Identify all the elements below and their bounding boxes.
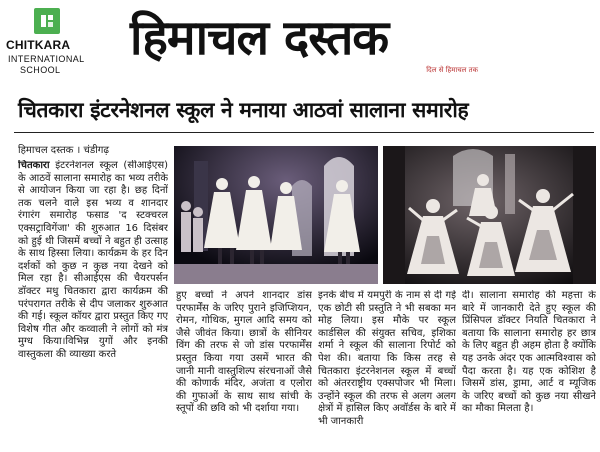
headline-divider <box>14 132 594 133</box>
logo-name: CHITKARA <box>6 38 71 52</box>
masthead-title: हिमाचल दस्तक <box>130 10 389 66</box>
article-dateline: हिमाचल दस्तक । चंडीगढ़ <box>18 145 110 156</box>
newspaper-masthead <box>130 4 482 78</box>
event-photo-stage-dance <box>174 146 378 284</box>
article-lead-word: चितकारा <box>18 160 50 171</box>
school-logo <box>6 6 92 82</box>
logo-line-2: SCHOOL <box>20 65 61 75</box>
masthead-tagline: दिल से हिमाचल तक <box>426 66 478 74</box>
logo-line-1: INTERNATIONAL <box>8 54 85 64</box>
article-headline: चितकारा इंटरनेशनल स्कूल ने मनाया आठवां सालाना समारोह <box>18 98 469 122</box>
article-column-1-text: इंटरनेशनल स्कूल (सीआईएस) के आठवें सालाना समारोह का भव्य तरीके से आयोजन किया जा रहा है। छह दिनों तक चलने वाले इस भव्य व शानदार रंगारंग समारोह फसाड 'द स्टक्चरल एक्सट्राविगेंजा' की शुरुआत 16 दिसंबर को हुई थी जिसमें बच्चों ने बहुत ही उत्साह के साथ हिस्सा लिया। कार्यक्रम के हर दिन दर्शकों को कुछ न कुछ नया देखने को मिल रहा है। सीआईएस की चैयरपर्सन डॉक्टर मधु चितकारा द्वारा कार्यक्रम की परंपरागत तरीके से दीप जलाकर शुरुआत की गई। स्कूल कॉयर द्वारा प्रस्तुत किए गए विशेष गीत और कव्वाली ने लोगों को मंत्र मुग्ध किया।विभिन्न युगों और इनकी वास्तुकला की व्याख्या करते <box>18 160 168 360</box>
event-photo-girls-dance <box>383 146 596 284</box>
article-column-4: दी। सालाना समारोह की महत्ता के बारे में जानकारी देते हुए स्कूल की प्रिंसिपल डॉक्टर नियति चितकारा ने बताया कि सालाना समारोह हर छात्र के लिए बहुत ही अहम होता है क्योंकि यह उनके अंदर एक आत्मविश्वास को पैदा करता है। यह एक कोशिश है जिसमें डांस, ड्रामा, आर्ट व म्यूजिक के जरिए बच्चों को कुछ नया सीखने का मौका मिलता है। <box>462 290 596 415</box>
school-logo-icon <box>34 8 60 34</box>
article-column-3: इनके बीच में यमपुरी के नाम से दी गई एक छोटी सी प्रस्तुति ने भी सबका मन मोह लिया। इस मौके पर स्कूल कार्डसिल की संयुक्त सचिव, इशिका शर्मा ने स्कूल की सालाना रिपोर्ट को पेश की। बताया कि किस तरह से चितकारा इंटरनेशनल स्कूल में बच्चों को अंतरराष्ट्रीय एक्सपोजर भी मिला। उन्होंने स्कूल की तरफ से अलग अलग क्षेत्रों में हासिल किए अवॉर्डस के बारे में भी जानकारी <box>318 290 456 427</box>
article-column-1 <box>18 160 168 446</box>
article-column-2: हुए बच्चों ने अपने शानदार डांस परफार्मेंस के जरिए पुराने इजिप्शियन, रोमन, गोथिक, मुगल आदि समय को जैसे जीवंत किया। छात्रों के सीनियर विंग की तरफ से जो डांस परफार्मेंस प्रस्तुत किया गया उसमें भारत की जानी मानी वास्तुशिल्प संरचनाओं जैसे की कोणार्क मंदिर, अजंता व एलोरा की गुफाओं के साथ साथ सांची के स्तूपों की छवि को भी दर्शाया गया। <box>176 290 312 415</box>
